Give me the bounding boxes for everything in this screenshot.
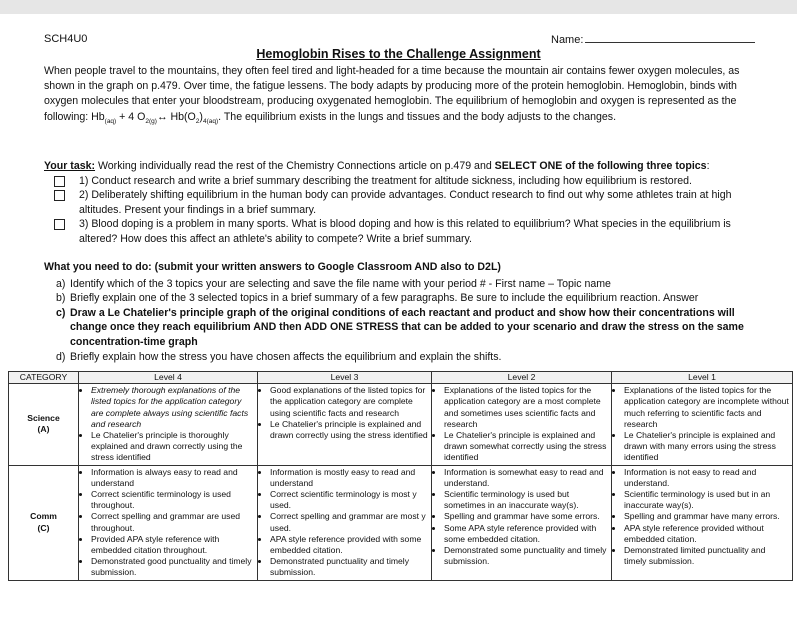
top-bar [0, 0, 797, 14]
name-field[interactable] [551, 33, 755, 46]
task-instructions: Your task: Working individually read the rest of the Chemistry Connections article on p.479 and SELECT ONE of the following three topics: [44, 160, 710, 172]
intro-paragraph: When people travel to the mountains, they often feel tired and light-headed for a time because the mountain air contains fewer oxygen molecules, as shown in the graph on p.479. Over time, the fatigue lessens. The body adapts by producing more of the protein hemoglobin. Hemoglobin, binds with oxygen molecules that enter your bloodstream, producing oxygenated hemoglobin. The equilibrium of hemoglobin and oxygen is represented as the following: $Hb_{(aq)} + 4$ $O_{2(g)}\leftrightarrow$ $Hb(O_2)_{4(aq)}$. The equilibrium exists in the lungs and tissues and the body adjusts to the changes. [44, 65, 740, 125]
document-page [0, 14, 797, 622]
topic-option[interactable]: 3) Blood doping is a problem in many sports. What is blood doping and how is this related to equilibrium? What species in the equilibrium is altered? How does this affect an athlete's ability to compete? Write a brief summary. [44, 217, 764, 246]
requirement-item: b) Briefly explain one of the 3 selected topics in a brief summary of a few paragraphs. Be sure to include the equilibrium reaction. Answer [56, 292, 699, 305]
checkbox[interactable] [54, 190, 65, 201]
category-cell: Science (A) [9, 384, 79, 465]
task-section [44, 159, 764, 247]
topic-option[interactable]: 2) Deliberately shifting equilibrium in the human body can provide advantages. Conduct research to find out why some athletes train at high altitudes. Present your findings in a brief summary. [44, 188, 764, 217]
rubric-cell: • Information is always easy to read and understand • Correct scientific terminology is used throughout. • Correct spelling and grammar are used throughout. • Provided APA style reference with embedded citation throughout. • Demonstrated good punctuality and timely submission. [79, 465, 258, 580]
rubric-header-row [9, 372, 793, 384]
rubric-header: Level 2 [432, 372, 612, 384]
checkbox[interactable] [54, 176, 65, 187]
name-line[interactable] [585, 33, 755, 43]
rubric-row-science [9, 384, 793, 465]
requirements-section [44, 260, 774, 364]
rubric-cell: • Information is somewhat easy to read and understand. • Scientific terminology is used but sometimes in an inaccurate way(s). • Spelling and grammar have some errors. • Some APA style reference provided with some embedded citation. • Demonstrated some punctuality and timely submission. [432, 465, 612, 580]
rubric-cell: • Information is not easy to read and understand. • Scientific terminology is used but in an inaccurate way(s). • Spelling and grammar have many errors. • APA style reference provided without embedded citation. • Demonstrated limited punctuality and timely submission. [612, 465, 793, 580]
rubric-header: CATEGORY [9, 372, 79, 384]
rubric-cell: • Good explanations of the listed topics for the application category are complete using scientific facts and research • Le Chatelier's principle is explained and drawn correctly using the stress identified [258, 384, 432, 465]
requirement-item: a) Identify which of the 3 topics your are selecting and save the file name with your period # - First name – Topic name [56, 277, 611, 290]
rubric-cell: • Explanations of the listed topics for the application category are a most complete and sometimes uses scientific facts and research • Le Chatelier's principle is explained and drawn somewhat correctly using the stress identified [432, 384, 612, 465]
category-cell: Comm (C) [9, 465, 79, 580]
requirement-item: d) Briefly explain how the stress you have chosen affects the equilibrium and explain the shifts. [56, 350, 502, 363]
rubric-header: Level 4 [79, 372, 258, 384]
rubric-row-comm [9, 465, 793, 580]
page-title: Hemoglobin Rises to the Challenge Assignment [256, 47, 541, 61]
course-code: SCH4U0 [44, 33, 88, 45]
checkbox[interactable] [54, 219, 65, 230]
rubric-cell: • Information is mostly easy to read and understand • Correct scientific terminology is most y used. • Correct spelling and grammar are most y used. • APA style reference provided with some embedded citation. • Demonstrated punctuality and timely submission. [258, 465, 432, 580]
rubric-cell: • Explanations of the listed topics for the application category are incomplete without much referring to scientific facts and research • Le Chatelier's principle is explained and drawn with many errors using the stress identified [612, 384, 793, 465]
rubric-cell: • Extremely thorough explanations of the listed topics for the application category are complete always using scientific facts and research • Le Chatelier's principle is thoroughly explained and drawn correctly using the stress identified [79, 384, 258, 465]
requirement-item: c) Draw a Le Chatelier's principle graph of the original conditions of each reactant and product and show how their concentrations will change once they reach equilibrium AND then ADD ONE STRESS that can be added to your scenario and draw the stress on the same concentration-time graph [56, 306, 744, 348]
name-label: Name: [551, 34, 584, 46]
topic-option[interactable]: 1) Conduct research and write a brief summary describing the treatment for altitude sickness, including how equilibrium is restored. [44, 174, 764, 189]
rubric-table [8, 371, 793, 581]
rubric-header: Level 1 [612, 372, 793, 384]
requirements-heading: What you need to do: (submit your written answers to Google Classroom AND also to D2L) [44, 261, 501, 273]
rubric-header: Level 3 [258, 372, 432, 384]
